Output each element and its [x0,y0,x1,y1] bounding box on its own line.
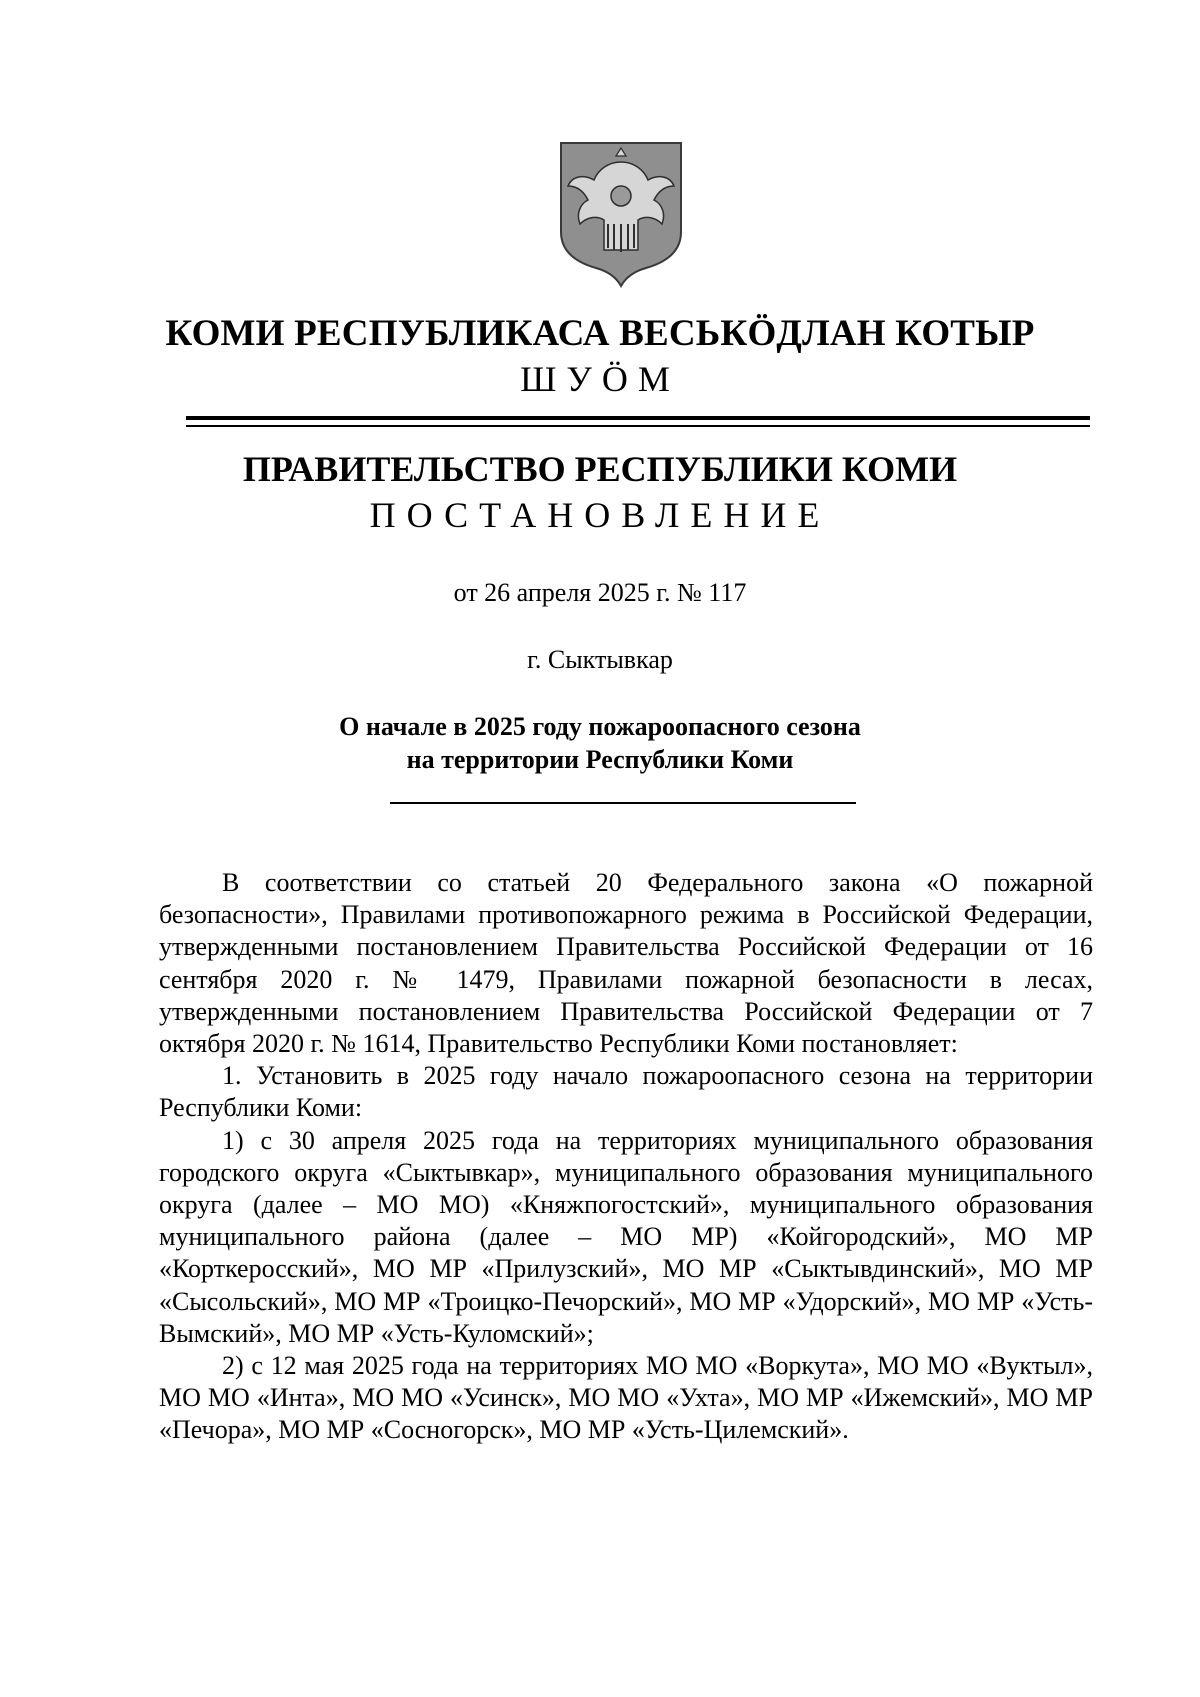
document-date-number: от 26 апреля 2025 г. № 117 [453,578,747,607]
document-body [159,867,1093,1447]
clause-1-2-paragraph: 2) с 12 мая 2025 года на территориях МО МО «Воркута», МО МО «Вуктыл», МО МО «Инта», МО МО «Усинск», МО МО «Ухта», МО МР «Ижемский», МО МР «Печора», МО МР «Сосногорск», МО МР «Усть-Цилемский». [159,1351,1093,1445]
komi-org-name: КОМИ РЕСПУБЛИКАСА ВЕСЬКӦДЛАН КОТЫР [165,313,1035,354]
document-title-line-1: О начале в 2025 году пожароопасного сезона [339,712,861,741]
coat-of-arms-icon [558,140,684,290]
header-divider-thin [186,425,1090,427]
document-city: г. Сыктывкар [527,645,673,674]
komi-doc-type: ШУӦМ [520,359,680,399]
russian-org-name: ПРАВИТЕЛЬСТВО РЕСПУБЛИКИ КОМИ [242,449,958,489]
preamble-paragraph: В соответствии со статьей 20 Федерального закона «О пожарной безопасности», Правилами противопожарного режима в Российской Федерации, утвержденными постановлением Правительства Российской Федерации от 16 сентября 2020 г. № 1479, Правилами пожарной безопасности в лесах, утвержденными постановлением Правительства Российской Федерации от 7 октября 2020 г. № 1614, Правительство Республики Коми постановляет: [159,868,1093,1059]
title-underline [390,802,856,804]
clause-1-1-paragraph: 1) с 30 апреля 2025 года на территориях муниципального образования городского округа «Сыктывкар», муниципального образования муниципального округа (далее – МО МО) «Княжпогостский», муниципального образования муниципального района (далее – МО МР) «Койгородский», МО МР «Корткеросский», МО МР «Прилузский», МО МР «Сыктывдинский», МО МР «Сысольский», МО МР «Троицко-Печорский», МО МР «Удорский», МО МР «Усть-Вымский», МО МР «Усть-Куломский»; [159,1125,1093,1348]
header-divider-thick [186,416,1090,420]
clause-1-paragraph: 1. Установить в 2025 году начало пожароопасного сезона на территории Республики Коми: [159,1061,1093,1123]
document-title-line-2: на территории Республики Коми [406,745,794,774]
document-title [0,710,1200,776]
russian-doc-type: ПОСТАНОВЛЕНИЕ [369,495,831,535]
